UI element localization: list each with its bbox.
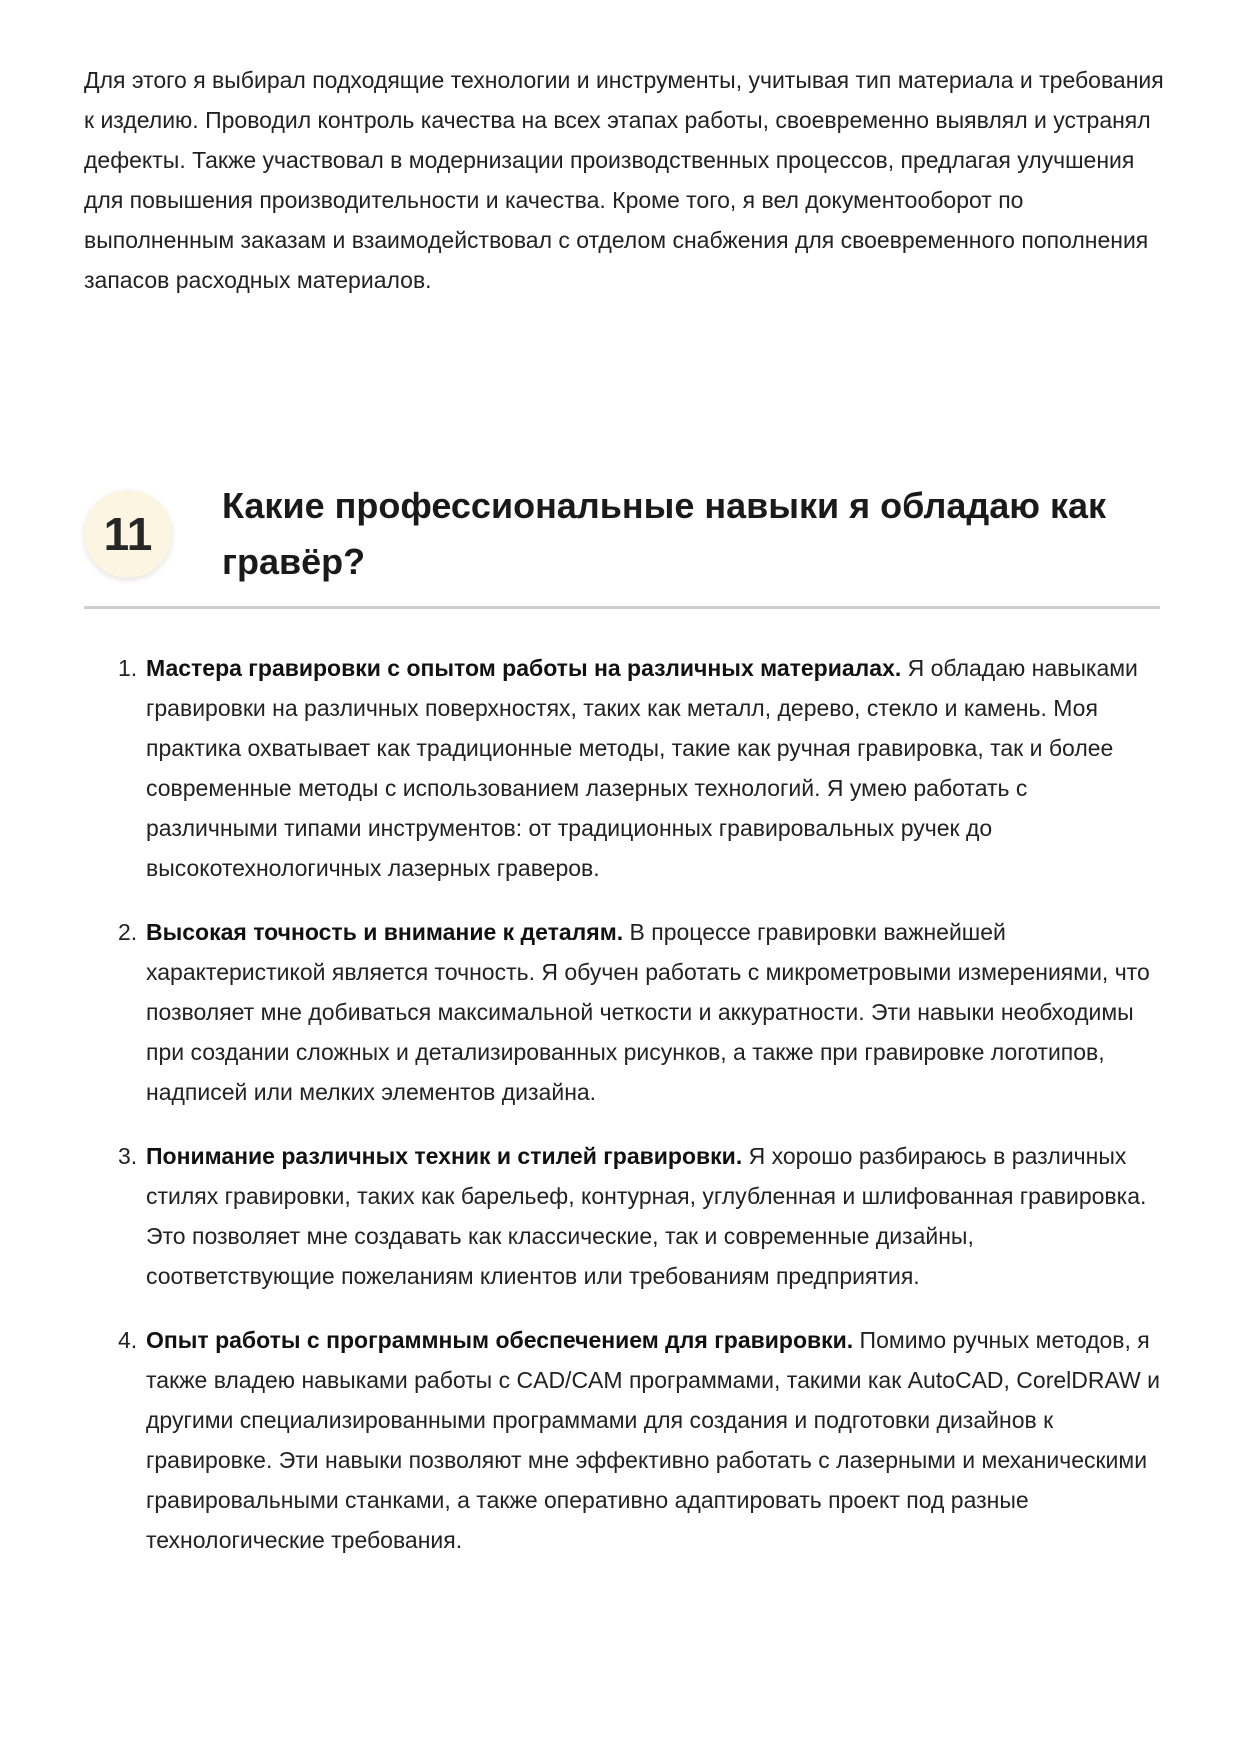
section-header [84,478,1160,609]
list-item-number: 1. [118,655,138,681]
list-item-text: Помимо ручных методов, я также владею навыками работы с CAD/CAM программами, такими как AutoCAD, CorelDRAW и другими специализированными программами для создания и подготовки дизайнов к гравировке. Эти навыки позволяют мне эффективно работать с лазерными и механическими гравировальными станками, а также оперативно адаптировать проект под разные технологические требования. [146,1327,1160,1553]
list-item [84,912,1164,1112]
list-item-title: Понимание различных техник и стилей гравировки. [146,1143,743,1169]
list-item [84,1320,1164,1560]
list-item-number: 3. [118,1143,138,1169]
list-item-title: Высокая точность и внимание к деталям. [146,919,624,945]
list-item-text: Я хорошо разбираюсь в различных стилях гравировки, таких как барельеф, контурная, углубленная и шлифованная гравировка. Это позволяет мне создавать как классические, так и современные дизайны, соответствующие пожеланиям клиентов или требованиям предприятия. [146,1143,1147,1289]
list-item [84,1136,1164,1296]
skills-list [84,648,1164,1584]
list-item-title: Мастера гравировки с опытом работы на различных материалах. [146,655,902,681]
section-number-badge: 11 [84,490,172,578]
list-item-title: Опыт работы с программным обеспечением для гравировки. [146,1327,854,1353]
list-item-number: 2. [118,919,138,945]
intro-paragraph: Для этого я выбирал подходящие технологии и инструменты, учитывая тип материала и требования к изделию. Проводил контроль качества на всех этапах работы, своевременно выявлял и устранял дефекты. Также участвовал в модернизации производственных процессов, предлагая улучшения для повышения производительности и качества. Кроме того, я вел документооборот по выполненным заказам и взаимодействовал с отделом снабжения для своевременного пополнения запасов расходных материалов. [84,67,1164,293]
section-title: Какие профессиональные навыки я обладаю как гравёр? [222,485,1107,582]
list-item-number: 4. [118,1327,138,1353]
list-item [84,648,1164,888]
list-item-text: Я обладаю навыками гравировки на различных поверхностях, таких как металл, дерево, стекло и камень. Моя практика охватывает как традиционные методы, такие как ручная гравировка, так и более современные методы с использованием лазерных технологий. Я умею работать с различными типами инструментов: от традиционных гравировальных ручек до высокотехнологичных лазерных граверов. [146,655,1138,881]
list-item-text: В процессе гравировки важнейшей характеристикой является точность. Я обучен работать с микрометровыми измерениями, что позволяет мне добиваться максимальной четкости и аккуратности. Эти навыки необходимы при создании сложных и детализированных рисунков, а также при гравировке логотипов, надписей или мелких элементов дизайна. [146,919,1150,1105]
